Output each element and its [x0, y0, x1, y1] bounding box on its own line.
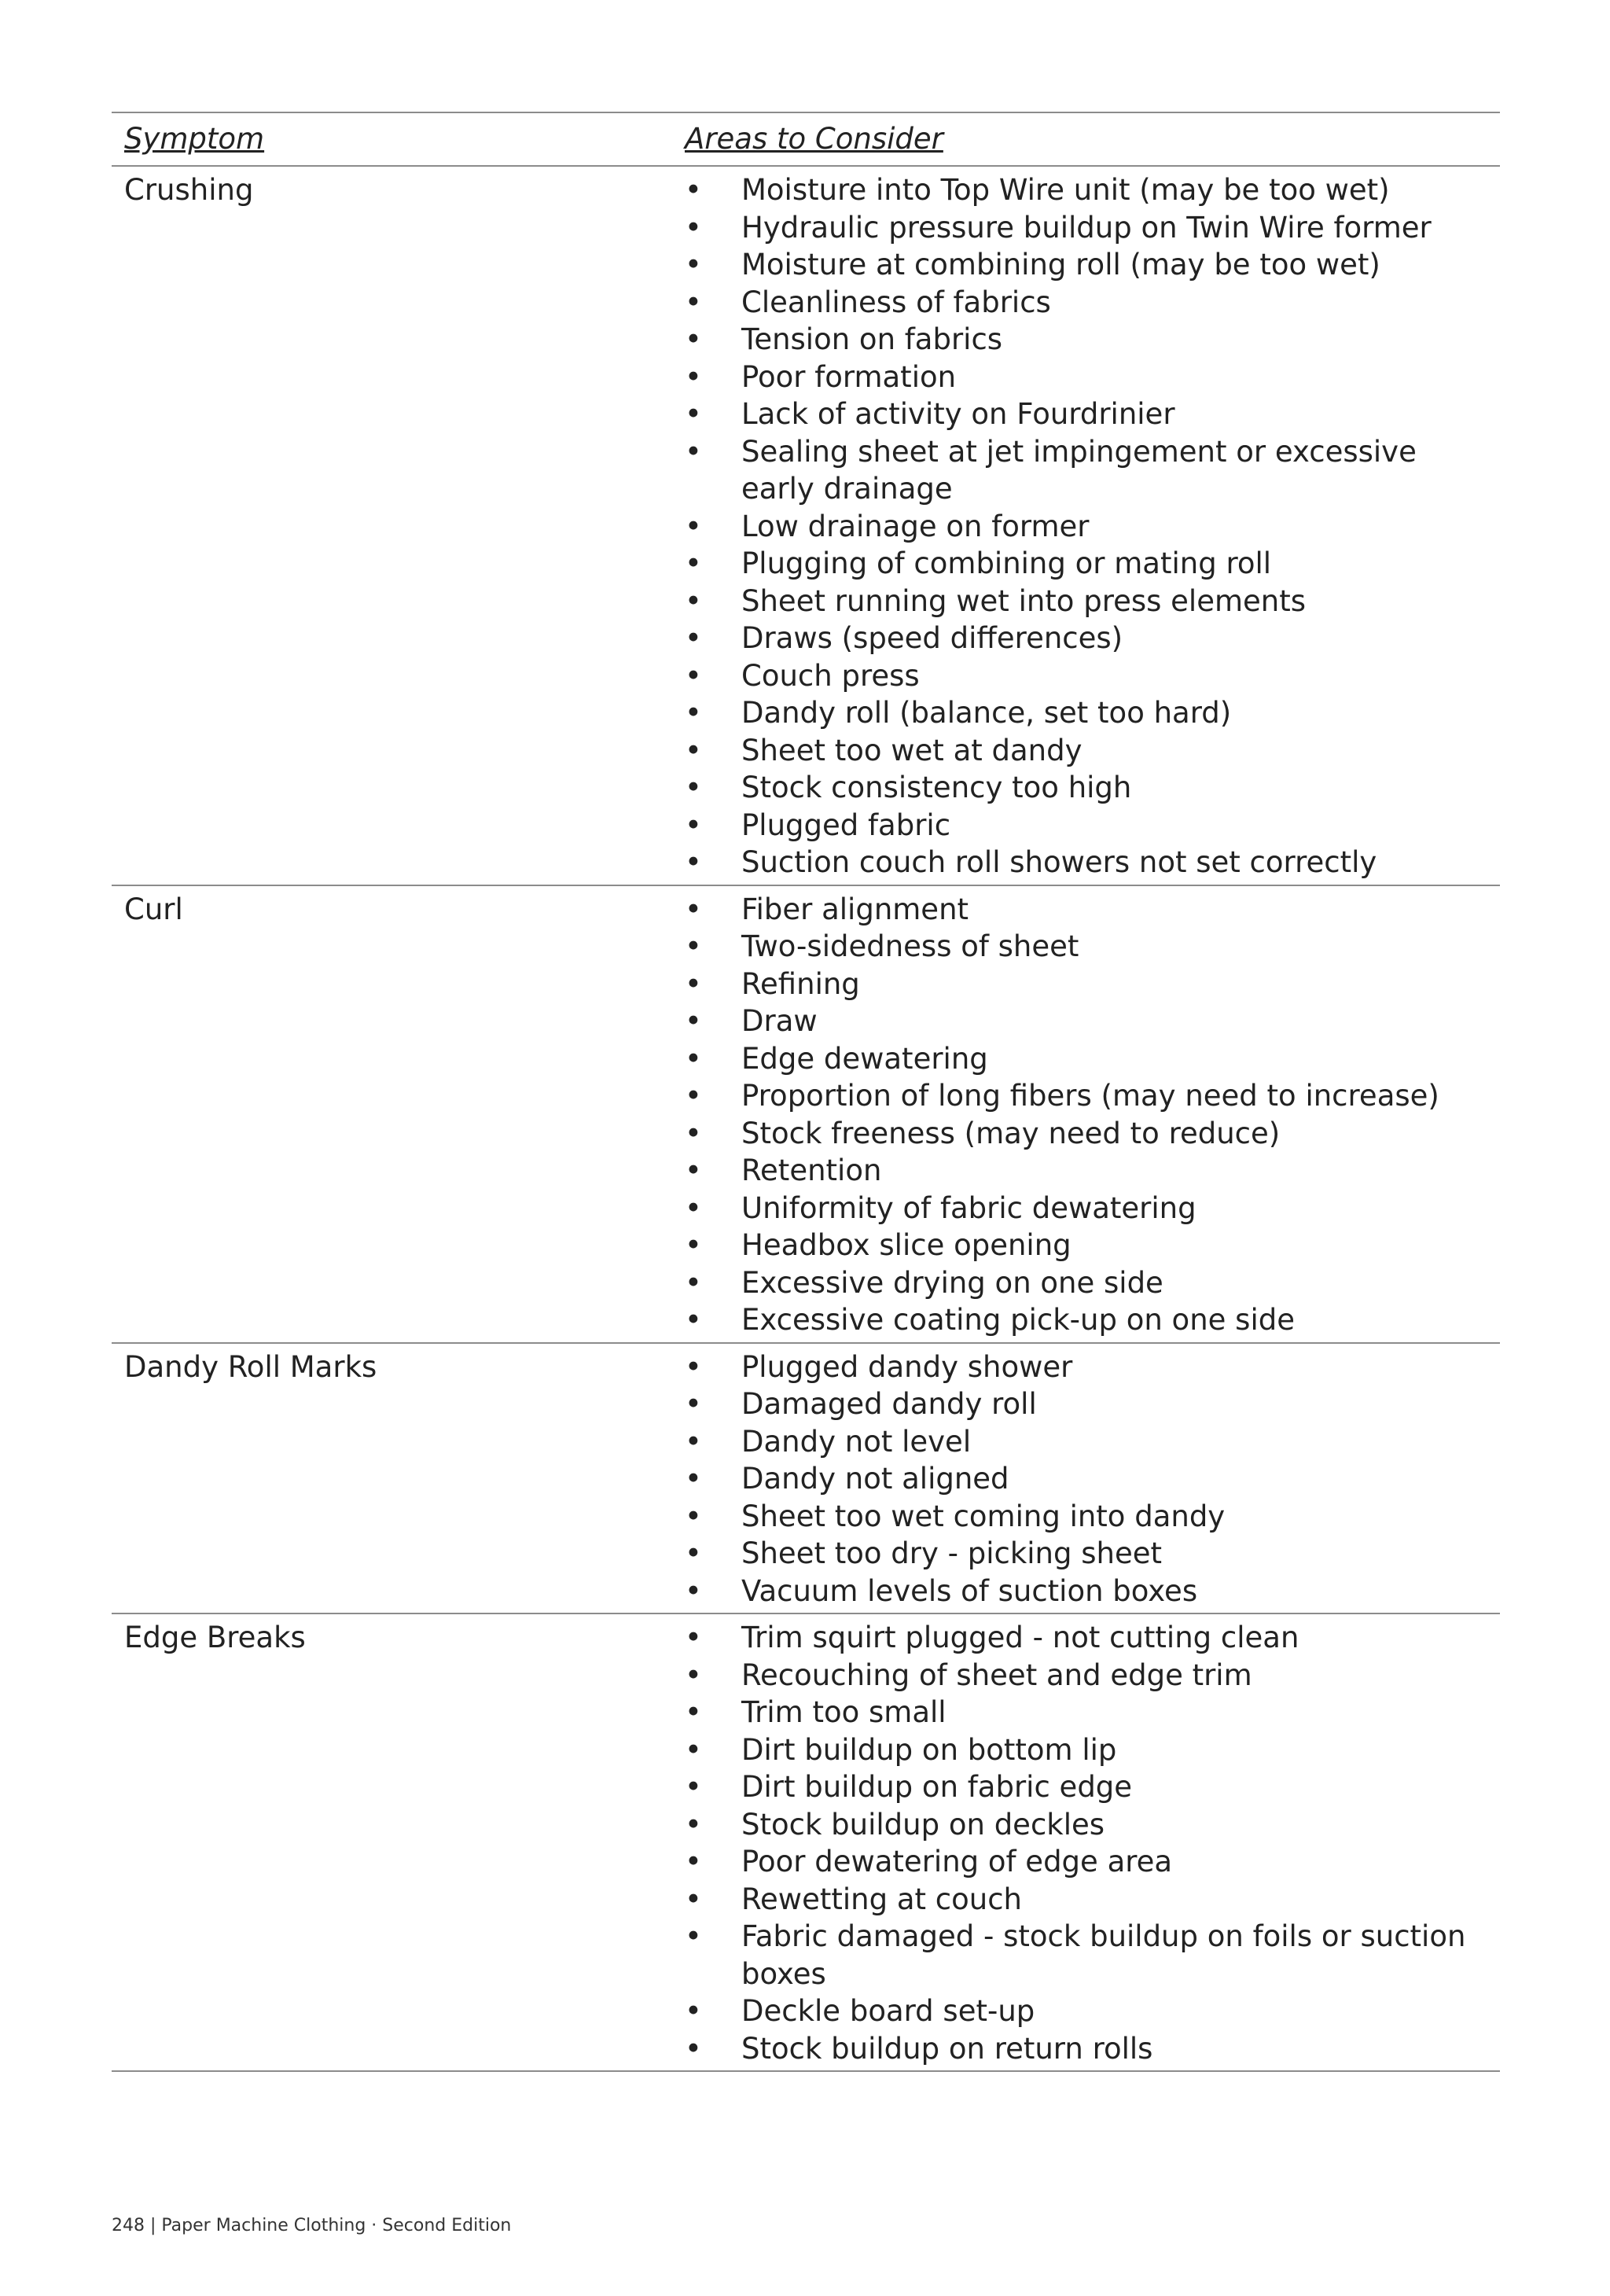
bullet-icon: • — [685, 1994, 702, 2028]
area-text: Dandy not aligned — [741, 1462, 1009, 1496]
bullet-icon: • — [685, 322, 702, 356]
table-body — [112, 166, 1500, 2071]
list-item — [685, 1619, 1500, 1657]
area-text: Stock buildup on deckles — [741, 1807, 1105, 1842]
area-text: Stock buildup on return rolls — [741, 2031, 1153, 2066]
list-item — [685, 1385, 1500, 1423]
area-text: Sheet too dry - picking sheet — [741, 1536, 1163, 1570]
area-text: Tension on fabrics — [741, 322, 1003, 356]
list-item — [685, 620, 1500, 657]
bullet-icon: • — [685, 621, 702, 655]
bullet-icon: • — [685, 1770, 702, 1804]
area-text: Poor dewatering of edge area — [741, 1845, 1173, 1878]
list-item — [685, 769, 1500, 807]
areas-cell — [672, 885, 1500, 1343]
area-text: Retention — [741, 1154, 882, 1187]
list-item — [685, 1657, 1500, 1694]
bullet-icon: • — [685, 173, 702, 207]
list-item — [685, 1040, 1500, 1078]
areas-list — [685, 171, 1500, 881]
list-item — [685, 1992, 1500, 2030]
list-item — [685, 171, 1500, 209]
bullet-icon: • — [685, 929, 702, 963]
bullet-icon: • — [685, 1882, 702, 1916]
area-text: Headbox slice opening — [741, 1228, 1071, 1262]
list-item — [685, 657, 1500, 695]
area-text: Plugging of combining or mating roll — [741, 546, 1272, 580]
bullet-icon: • — [685, 397, 702, 431]
area-text: Two-sidedness of sheet — [741, 929, 1079, 963]
list-item — [685, 1918, 1500, 1992]
list-item — [685, 1535, 1500, 1573]
bullet-icon: • — [685, 1658, 702, 1692]
list-item — [685, 1349, 1500, 1386]
table-row — [112, 1343, 1500, 1614]
area-text: Stock freeness (may need to reduce) — [741, 1116, 1281, 1150]
bullet-icon: • — [685, 1387, 702, 1421]
area-text: Hydraulic pressure buildup on Twin Wire former — [741, 210, 1432, 245]
area-text: Lack of activity on Fourdrinier — [741, 397, 1175, 431]
area-text: Couch press — [741, 658, 920, 693]
areas-list — [685, 891, 1500, 1339]
area-text: Trim too small — [741, 1695, 947, 1729]
bullet-icon: • — [685, 892, 702, 926]
areas-list — [685, 1349, 1500, 1610]
list-item — [685, 1264, 1500, 1302]
list-item — [685, 928, 1500, 966]
area-text: Vacuum levels of suction boxes — [741, 1573, 1198, 1608]
bullet-icon: • — [685, 248, 702, 281]
area-text: Fabric damaged - stock buildup on foils or suction boxes — [741, 1919, 1466, 1991]
bullet-icon: • — [685, 1265, 702, 1300]
list-item — [685, 844, 1500, 881]
bullet-icon: • — [685, 1004, 702, 1038]
bullet-icon: • — [685, 1807, 702, 1842]
area-text: Draw — [741, 1004, 818, 1038]
list-item — [685, 583, 1500, 620]
area-text: Sheet too wet at dandy — [741, 733, 1083, 767]
area-text: Uniformity of fabric dewatering — [741, 1190, 1196, 1225]
list-item — [685, 807, 1500, 844]
list-item — [685, 732, 1500, 770]
bullet-icon: • — [685, 210, 702, 245]
symptom-column-header: Symptom — [124, 122, 265, 156]
list-item — [685, 1806, 1500, 1844]
bullet-icon: • — [685, 1041, 702, 1076]
bullet-icon: • — [685, 1695, 702, 1729]
bullet-icon: • — [685, 359, 702, 394]
bullet-icon: • — [685, 1349, 702, 1384]
bullet-icon: • — [685, 546, 702, 580]
bullet-icon: • — [685, 1732, 702, 1767]
list-item — [685, 1843, 1500, 1881]
list-item — [685, 1077, 1500, 1115]
table-row — [112, 885, 1500, 1343]
header-row — [112, 112, 1500, 166]
areas-cell — [672, 1343, 1500, 1614]
areas-cell — [672, 1613, 1500, 2071]
bullet-icon: • — [685, 1154, 702, 1187]
area-text: Low drainage on former — [741, 509, 1090, 543]
list-item — [685, 1301, 1500, 1339]
list-item — [685, 1227, 1500, 1264]
table-header — [112, 112, 1500, 166]
area-text: Moisture at combining roll (may be too wet) — [741, 248, 1380, 281]
list-item — [685, 209, 1500, 247]
list-item — [685, 1768, 1500, 1806]
bullet-icon: • — [685, 1079, 702, 1113]
bullet-icon: • — [685, 1573, 702, 1608]
symptom-cell: Edge Breaks — [124, 1621, 306, 1654]
bullet-icon: • — [685, 771, 702, 804]
bullet-icon: • — [685, 808, 702, 842]
bullet-icon: • — [685, 1116, 702, 1150]
area-text: Dandy roll (balance, set too hard) — [741, 696, 1232, 730]
list-item — [685, 1423, 1500, 1461]
area-text: Damaged dandy roll — [741, 1387, 1037, 1421]
list-item — [685, 966, 1500, 1003]
list-item — [685, 891, 1500, 929]
area-text: Cleanliness of fabrics — [741, 285, 1051, 319]
table-row — [112, 166, 1500, 885]
area-text: Excessive coating pick-up on one side — [741, 1303, 1295, 1337]
list-item — [685, 1190, 1500, 1227]
list-item — [685, 1152, 1500, 1190]
table-row — [112, 1613, 1500, 2071]
bullet-icon: • — [685, 285, 702, 319]
bullet-icon: • — [685, 1919, 702, 1953]
bullet-icon: • — [685, 1190, 702, 1225]
symptom-cell: Crushing — [124, 173, 254, 207]
list-item — [685, 1460, 1500, 1498]
symptom-cell: Curl — [124, 892, 183, 926]
bullet-icon: • — [685, 583, 702, 618]
list-item — [685, 1498, 1500, 1536]
list-item — [685, 1573, 1500, 1610]
bullet-icon: • — [685, 1536, 702, 1570]
bullet-icon: • — [685, 1303, 702, 1337]
area-text: Deckle board set-up — [741, 1994, 1035, 2028]
bullet-icon: • — [685, 1228, 702, 1262]
area-text: Fiber alignment — [741, 892, 969, 926]
list-item — [685, 246, 1500, 284]
area-text: Dirt buildup on bottom lip — [741, 1732, 1117, 1767]
list-item — [685, 1115, 1500, 1153]
area-text: Moisture into Top Wire unit (may be too wet) — [741, 173, 1390, 207]
list-item — [685, 1731, 1500, 1769]
page-footer: 248 | Paper Machine Clothing · Second Edition — [112, 2216, 512, 2235]
list-item — [685, 1881, 1500, 1919]
area-text: Stock consistency too high — [741, 771, 1132, 804]
bullet-icon: • — [685, 696, 702, 730]
list-item — [685, 396, 1500, 433]
troubleshooting-table — [112, 112, 1500, 2072]
bullet-icon: • — [685, 658, 702, 693]
list-item — [685, 2030, 1500, 2068]
list-item — [685, 1694, 1500, 1731]
list-item — [685, 284, 1500, 322]
area-text: Suction couch roll showers not set correctly — [741, 845, 1377, 879]
bullet-icon: • — [685, 733, 702, 767]
list-item — [685, 433, 1500, 508]
list-item — [685, 359, 1500, 396]
area-text: Sheet too wet coming into dandy — [741, 1499, 1226, 1533]
area-text: Dandy not level — [741, 1424, 972, 1459]
list-item — [685, 321, 1500, 359]
list-item — [685, 694, 1500, 732]
area-text: Sheet running wet into press elements — [741, 583, 1307, 618]
area-text: Excessive drying on one side — [741, 1265, 1163, 1300]
area-text: Sealing sheet at jet impingement or excessive early drainage — [741, 434, 1417, 506]
area-text: Proportion of long fibers (may need to increase) — [741, 1079, 1439, 1113]
area-text: Rewetting at couch — [741, 1882, 1022, 1916]
areas-column-header: Areas to Consider — [685, 122, 943, 156]
area-text: Recouching of sheet and edge trim — [741, 1658, 1252, 1692]
symptom-cell: Dandy Roll Marks — [124, 1349, 377, 1384]
area-text: Dirt buildup on fabric edge — [741, 1770, 1133, 1804]
area-text: Edge dewatering — [741, 1041, 988, 1076]
bullet-icon: • — [685, 1499, 702, 1533]
bullet-icon: • — [685, 845, 702, 879]
list-item — [685, 1003, 1500, 1040]
bullet-icon: • — [685, 1424, 702, 1459]
bullet-icon: • — [685, 1621, 702, 1654]
bullet-icon: • — [685, 966, 702, 1001]
area-text: Plugged dandy shower — [741, 1349, 1073, 1384]
area-text: Draws (speed differences) — [741, 621, 1123, 655]
bullet-icon: • — [685, 434, 702, 469]
areas-cell — [672, 166, 1500, 885]
list-item — [685, 545, 1500, 583]
bullet-icon: • — [685, 2031, 702, 2066]
area-text: Trim squirt plugged - not cutting clean — [741, 1621, 1299, 1654]
bullet-icon: • — [685, 1462, 702, 1496]
area-text: Plugged fabric — [741, 808, 951, 842]
areas-list — [685, 1619, 1500, 2067]
area-text: Refining — [741, 966, 860, 1001]
bullet-icon: • — [685, 509, 702, 543]
list-item — [685, 508, 1500, 546]
bullet-icon: • — [685, 1845, 702, 1878]
area-text: Poor formation — [741, 359, 957, 394]
